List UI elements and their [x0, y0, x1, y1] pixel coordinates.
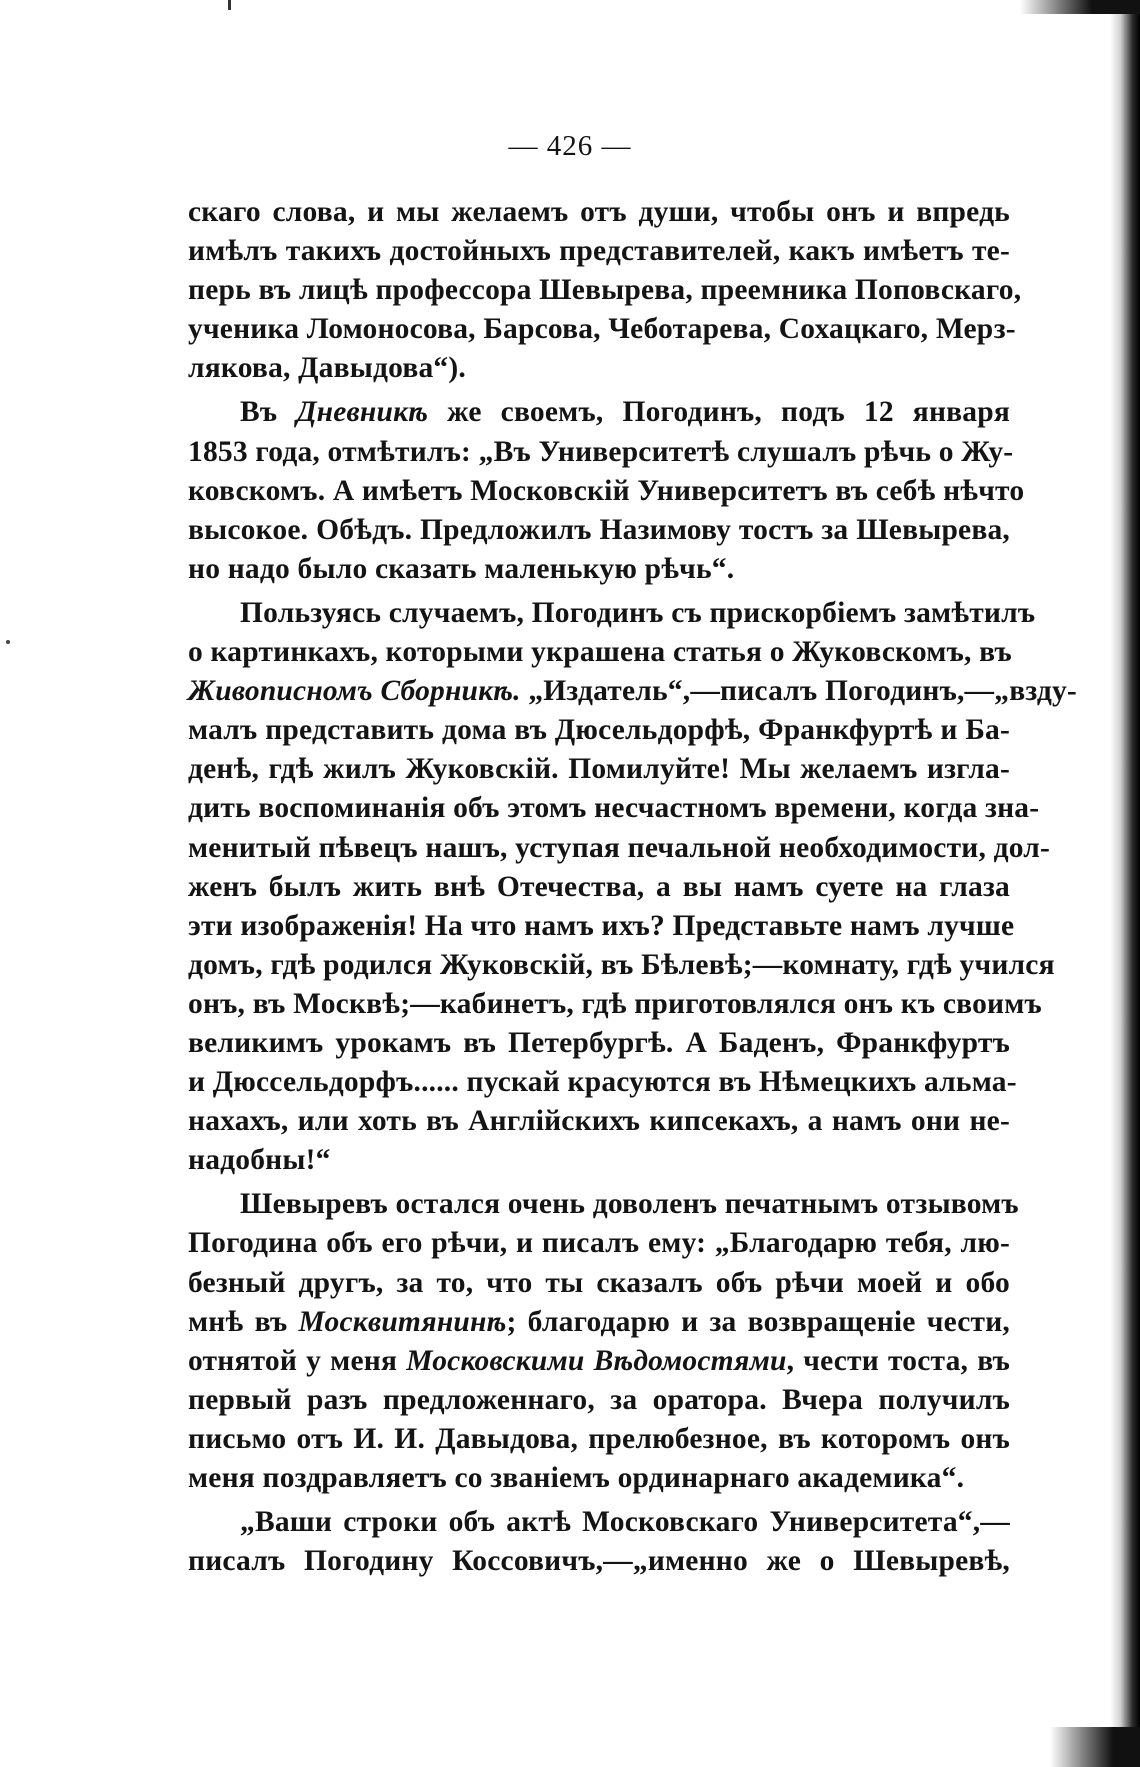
- text-line: [188, 472, 1025, 511]
- text-segment: Въ: [240, 396, 297, 429]
- text-segment: письмо отъ И. И. Давыдова, прелюбезное, въ которомъ онъ: [188, 1422, 1010, 1455]
- text-line: [188, 907, 1015, 946]
- text-segment: эти изображенія! На что намъ ихъ? Представьте намъ лучше: [188, 909, 1015, 942]
- text-segment: ученика Ломоносова, Барсова, Чеботарева, Сохацкаго, Мерз-: [188, 313, 1016, 346]
- text-line: [188, 393, 1010, 432]
- text-line: [188, 271, 1022, 310]
- text-line: [188, 1102, 1010, 1141]
- italic-title: Московскими Вѣдомостями: [406, 1344, 787, 1377]
- text-line: [188, 1063, 1017, 1102]
- text-segment: безный другъ, за то, что ты сказалъ объ рѣчи моей и обо: [188, 1266, 1010, 1299]
- text-line: [188, 985, 1042, 1024]
- text-line: [188, 1024, 1010, 1063]
- text-line: [188, 1420, 1010, 1459]
- text-line: [188, 633, 1010, 672]
- page-edge-bottom: [1050, 1727, 1140, 1767]
- text-segment: женъ былъ жить внѣ Отечества, а вы намъ суете на глаза: [188, 870, 1010, 903]
- text-line: [188, 193, 1010, 232]
- text-line: [188, 511, 1010, 550]
- text-line: [188, 868, 1010, 907]
- text-segment: перь въ лицѣ профессора Шевырева, преемника Поповскаго,: [188, 274, 1022, 307]
- text-line: [188, 1503, 1010, 1542]
- text-line: [188, 750, 1010, 789]
- text-segment: онъ, въ Москвѣ;—кабинетъ, гдѣ приготовлялся онъ къ своимъ: [188, 987, 1042, 1020]
- text-line: [188, 433, 1014, 472]
- text-segment: меня поздравляетъ со званіемъ ординарнаго академика“.: [188, 1462, 965, 1494]
- text-segment: надобны!“: [188, 1144, 331, 1177]
- text-segment: мнѣ въ: [188, 1305, 299, 1338]
- text-line: [188, 711, 1010, 750]
- italic-title: Живописномъ Сборникѣ.: [188, 675, 521, 708]
- text-segment: „Ваши строки объ актѣ Московскаго Университета“,—: [240, 1506, 1010, 1539]
- text-segment: денѣ, гдѣ жилъ Жуковскій. Помилуйте! Мы желаемъ изгла-: [188, 753, 1010, 786]
- text-line: [188, 1264, 1010, 1303]
- scan-mark: [228, 0, 231, 10]
- text-segment: имѣлъ такихъ достойныхъ представителей, какъ имѣетъ те-: [188, 235, 1010, 268]
- text-segment: великимъ урокамъ въ Петербургѣ. А Баденъ, Франкфуртъ: [188, 1026, 1010, 1059]
- text-segment: и Дюссельдорфъ...... пускай красуются въ Нѣмецкихъ альма-: [188, 1066, 1017, 1099]
- text-segment: „Издатель“,—писалъ Погодинъ,—„взду-: [520, 675, 1077, 708]
- text-line: [188, 1185, 1019, 1224]
- text-segment: скаго слова, и мы желаемъ отъ души, чтобы онъ и впредь: [188, 196, 1010, 228]
- text-line: [188, 349, 1010, 388]
- text-segment: первый разъ предложеннаго, за оратора. Вчера получилъ: [188, 1383, 1010, 1416]
- text-segment: но надо было сказать маленькую рѣчь“.: [188, 552, 735, 585]
- text-segment: высокое. Обѣдъ. Предложилъ Назимову тостъ за Шевырева,: [188, 513, 1010, 546]
- text-segment: же своемъ, Погодинъ, подъ 12 января: [428, 396, 1010, 429]
- text-line: [188, 946, 1055, 985]
- body-text: [188, 193, 1077, 1581]
- text-line: [188, 672, 1077, 711]
- text-line: [188, 789, 1040, 828]
- text-line: [188, 232, 1010, 271]
- text-line: [188, 1303, 1010, 1342]
- text-line: [188, 1381, 1010, 1420]
- text-segment: , чести тоста, въ: [786, 1344, 1011, 1377]
- text-line: [188, 1224, 1010, 1263]
- text-segment: дить воспоминанія объ этомъ несчастномъ времени, когда зна-: [188, 792, 1040, 825]
- page-number: — 426 —: [508, 130, 632, 162]
- text-segment: о картинкахъ, которыми украшена статья о Жуковскомъ, въ: [188, 636, 1012, 669]
- text-line: [188, 310, 1016, 349]
- text-line: [188, 829, 1051, 868]
- text-segment: нахахъ, или хоть въ Англійскихъ кипсекахъ, а намъ они не-: [188, 1105, 1010, 1138]
- text-segment: Пользуясь случаемъ, Погодинъ съ прискорбіемъ замѣтилъ: [240, 596, 1036, 629]
- text-segment: Шевыревъ остался очень доволенъ печатнымъ отзывомъ: [240, 1188, 1019, 1221]
- page-edge-shadow: [1110, 0, 1140, 1767]
- text-segment: малъ представить дома въ Дюсельдорфѣ, Франкфуртѣ и Ба-: [188, 714, 1010, 747]
- text-line: [188, 1459, 1010, 1498]
- italic-title: Москвитянинѣ: [298, 1305, 507, 1338]
- text-line: [188, 550, 1010, 589]
- text-line: [188, 594, 1036, 633]
- text-line: [188, 1342, 1010, 1381]
- scan-speck: [6, 640, 10, 644]
- text-segment: ; благодарю и за возвращеніе чести,: [506, 1305, 1010, 1338]
- text-segment: отнятой у меня: [188, 1344, 407, 1377]
- text-line: [188, 1141, 1010, 1180]
- text-segment: писалъ Погодину Коссовичъ,—„именно же о Шевыревѣ,: [188, 1545, 1010, 1578]
- text-segment: 1853 года, отмѣтилъ: „Въ Университетѣ слушалъ рѣчь о Жу-: [188, 435, 1014, 468]
- text-segment: домъ, гдѣ родился Жуковскій, въ Бѣлевѣ;—комнату, гдѣ учился: [188, 948, 1055, 981]
- text-segment: ковскомъ. А имѣетъ Московскій Университетъ въ себѣ нѣчто: [188, 474, 1025, 507]
- text-segment: лякова, Давыдова“).: [188, 352, 466, 385]
- text-line: [188, 1542, 1010, 1581]
- italic-title: Дневникѣ: [296, 396, 429, 429]
- page-edge-top: [1020, 0, 1140, 14]
- text-segment: менитый пѣвецъ нашъ, уступая печальной необходимости, дол-: [188, 831, 1051, 864]
- text-segment: Погодина объ его рѣчи, и писалъ ему: „Благодарю тебя, лю-: [188, 1227, 1010, 1260]
